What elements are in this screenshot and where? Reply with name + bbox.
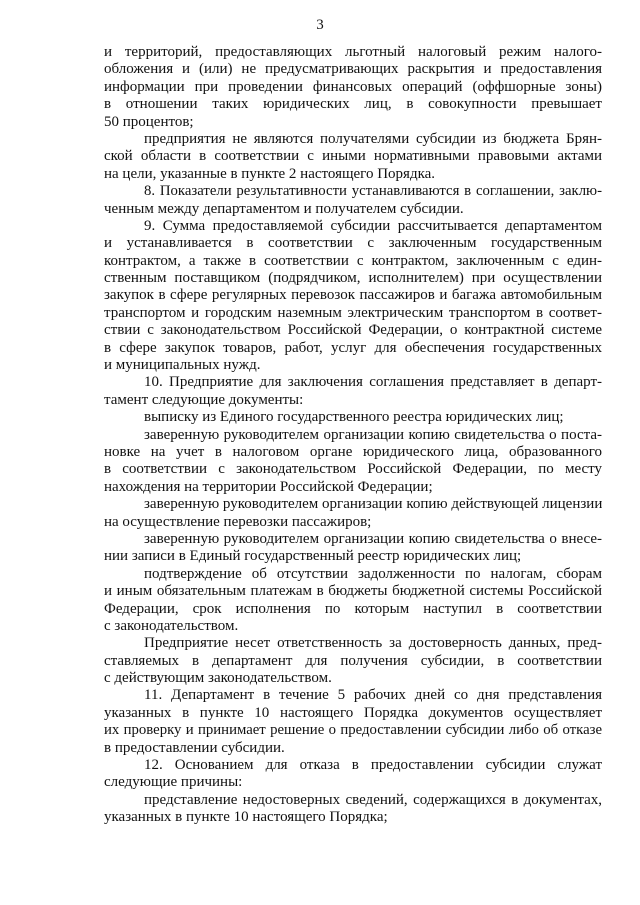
text-line: с действующим законодательством.: [104, 670, 332, 687]
page-number: 3: [316, 17, 324, 33]
text-line: и устанавливается в соответствии с заключенным государственным: [104, 235, 602, 252]
text-line: подтверждение об отсутствии задолженности по налогам, сборам: [144, 565, 602, 582]
text-line: в отношении таких юридических лиц, в совокупности превышает: [104, 96, 602, 113]
text-line: закупок в сфере регулярных перевозок пассажиров и багажа автомобильным: [104, 287, 602, 304]
text-line: 9. Сумма предоставляемой субсидии рассчитывается департаментом: [144, 217, 602, 234]
text-line: новке на учет в налоговом органе юридического лица, образованного: [104, 443, 602, 460]
text-line: 10. Предприятие для заключения соглашения представляет в департ-: [144, 374, 602, 391]
text-line: представление недостоверных сведений, содержащихся в документах,: [144, 791, 602, 808]
text-line: ственным поставщиком (подрядчиком, исполнителем) при осуществлении: [104, 270, 602, 287]
document-body: [104, 44, 602, 827]
text-line: нии записи в Единый государственный реестр юридических лиц;: [104, 548, 522, 565]
text-line: заверенную руководителем организации копию действующей лицензии: [144, 496, 602, 513]
text-line: ченным между департаментом и получателем субсидии.: [104, 200, 464, 217]
text-line: следующие причины:: [104, 774, 243, 791]
text-line: указанных в пункте 10 настоящего Порядка;: [104, 809, 388, 826]
text-line: тамент следующие документы:: [104, 391, 304, 408]
text-line: в соответствии с законодательством Российской Федерации, по месту: [104, 461, 602, 478]
text-line: 50 процентов;: [104, 113, 194, 130]
text-line: и иным обязательным платежам в бюджеты бюджетной системы Российской: [104, 583, 602, 600]
text-line: обложения и (или) не предусматривающих раскрытия и предоставления: [104, 61, 602, 78]
text-line: Предприятие несет ответственность за достоверность данных, пред-: [144, 635, 602, 652]
text-line: ской области в соответствии с иными нормативными правовыми актами: [104, 148, 602, 165]
text-line: информации при проведении финансовых операций (оффшорные зоны): [104, 78, 602, 95]
text-line: на осуществление перевозки пассажиров;: [104, 513, 372, 530]
text-line: ствии с законодательством Российской Федерации, о контрактной системе: [104, 322, 602, 339]
text-line: выписку из Единого государственного реестра юридических лиц;: [144, 409, 564, 426]
text-line: 8. Показатели результативности устанавливаются в соглашении, заклю-: [144, 183, 602, 200]
text-line: заверенную руководителем организации копию свидетельства о внесе-: [144, 530, 602, 547]
text-line: заверенную руководителем организации копию свидетельства о поста-: [144, 426, 602, 443]
text-line: транспортом и городским наземным электрическим транспортом в соответ-: [104, 304, 602, 321]
text-line: контрактом, а также в соответствии с контрактом, заключенным с един-: [104, 252, 602, 269]
text-line: 11. Департамент в течение 5 рабочих дней со дня представления: [144, 687, 602, 704]
text-line: ставляемых в департамент для получения субсидии, в соответствии: [104, 652, 602, 669]
text-line: предприятия не являются получателями субсидии из бюджета Брян-: [144, 130, 602, 147]
text-line: 12. Основанием для отказа в предоставлении субсидии служат: [144, 757, 602, 774]
text-line: их проверку и принимает решение о предоставлении субсидии либо об отказе: [104, 722, 602, 739]
text-line: с законодательством.: [104, 617, 239, 634]
text-line: указанных в пункте 10 настоящего Порядка документов осуществляет: [104, 704, 602, 721]
text-line: нахождения на территории Российской Федерации;: [104, 478, 433, 495]
text-line: и муниципальных нужд.: [104, 357, 261, 374]
text-line: в предоставлении субсидии.: [104, 739, 285, 756]
text-line: и территорий, предоставляющих льготный налоговый режим налого-: [104, 44, 602, 60]
text-line: в сфере закупок товаров, работ, услуг для обеспечения государственных: [104, 339, 602, 356]
text-line: на цели, указанные в пункте 2 настоящего Порядка.: [104, 165, 436, 182]
text-line: Федерации, срок исполнения по которым наступил в соответствии: [104, 600, 602, 617]
